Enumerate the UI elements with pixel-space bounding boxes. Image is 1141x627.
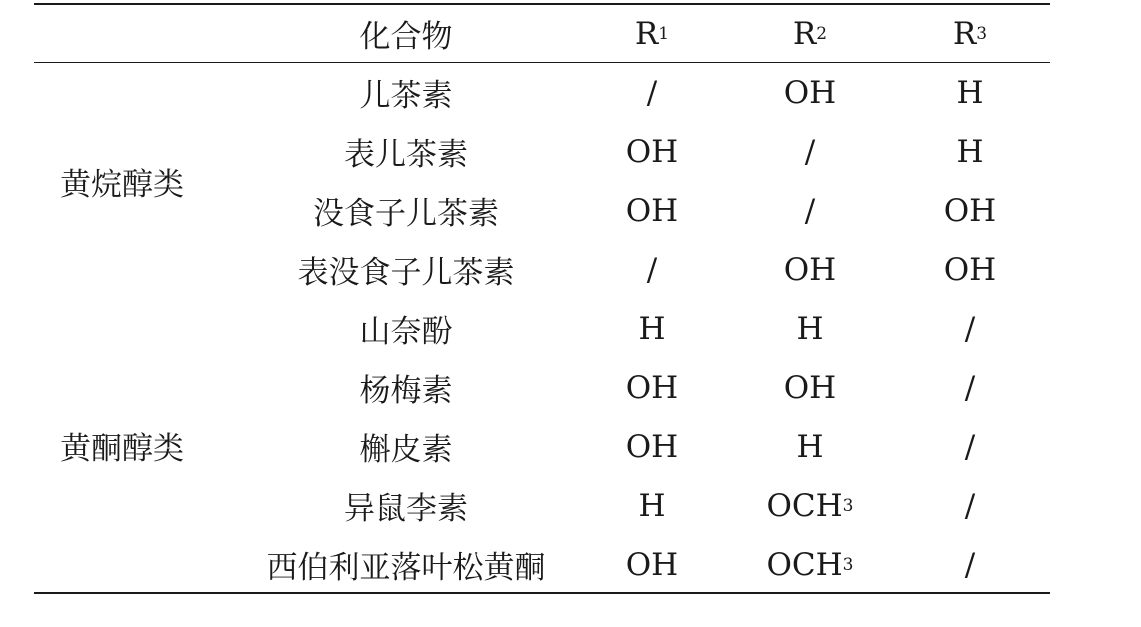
r2-value: OCH 3 — [766, 546, 854, 583]
r1-value: / — [646, 74, 658, 111]
r3-value: H — [956, 74, 984, 111]
r1-value: H — [638, 310, 666, 347]
r2-value: / — [804, 192, 816, 229]
r2-value: OCH 3 — [766, 487, 854, 524]
compound-name: 西伯利亚落叶松黄酮 — [266, 550, 546, 586]
header-r2: R 2 — [792, 15, 828, 52]
r2-value: OH — [783, 74, 837, 111]
r3-value: OH — [943, 251, 997, 288]
group-label-flavonols: 黄酮醇类 — [60, 431, 184, 467]
r3-value: / — [964, 369, 976, 406]
header-r3: R 3 — [952, 15, 988, 52]
r1-value: OH — [625, 133, 679, 170]
r1-value: OH — [625, 546, 679, 583]
header-r1: R 1 — [634, 15, 670, 52]
r1-value: OH — [625, 369, 679, 406]
compound-name: 表没食子儿茶素 — [297, 255, 515, 291]
r2-value: H — [796, 428, 824, 465]
compound-name: 山奈酚 — [359, 314, 453, 350]
compound-name: 杨梅素 — [359, 373, 453, 409]
header-compound: 化合物 — [359, 19, 453, 55]
r3-value: / — [964, 428, 976, 465]
r1-value: OH — [625, 192, 679, 229]
r3-value: / — [964, 310, 976, 347]
compound-name: 儿茶素 — [359, 78, 453, 114]
r3-value: / — [964, 487, 976, 524]
compound-name: 异鼠李素 — [344, 491, 468, 527]
r2-value: / — [804, 133, 816, 170]
r2-value: OH — [783, 369, 837, 406]
r3-value: / — [964, 546, 976, 583]
group-label-flavanols: 黄烷醇类 — [60, 166, 184, 203]
r2-value: H — [796, 310, 824, 347]
r1-value: / — [646, 251, 658, 288]
compound-name: 表儿茶素 — [344, 137, 468, 173]
r1-value: H — [638, 487, 666, 524]
r1-value: OH — [625, 428, 679, 465]
r3-value: OH — [943, 192, 997, 229]
r3-value: H — [956, 133, 984, 170]
r2-value: OH — [783, 251, 837, 288]
compound-name: 没食子儿茶素 — [313, 196, 499, 232]
compound-name: 槲皮素 — [359, 432, 453, 468]
